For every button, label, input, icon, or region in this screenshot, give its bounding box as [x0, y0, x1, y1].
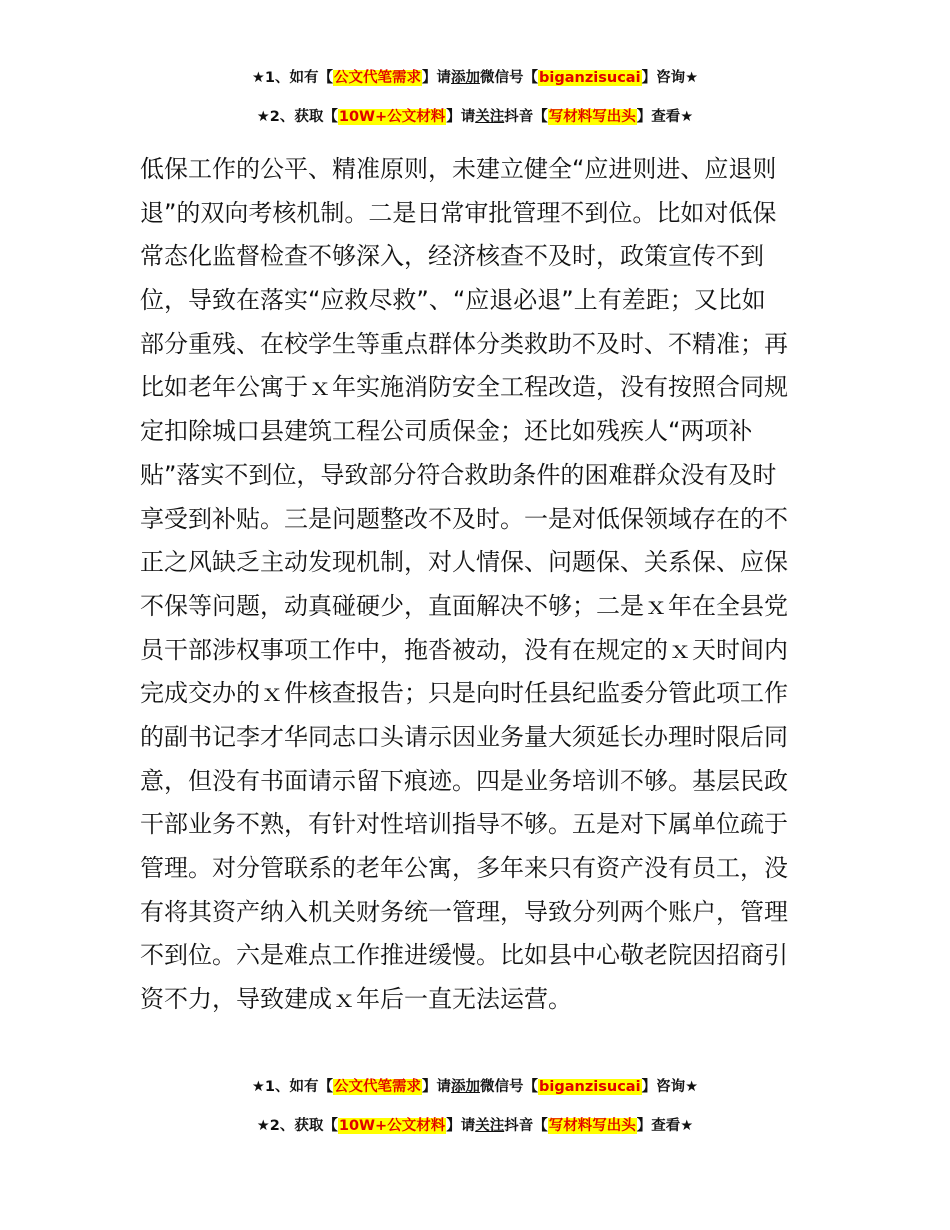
banner-prefix: ★2、获取【	[256, 109, 338, 125]
body-line: 有将其资产纳入机关财务统一管理，导致分列两个账户，管理	[140, 897, 788, 926]
body-line: 不保等问题，动真碰硬少，直面解决不够；二是ｘ年在全县党	[140, 591, 788, 620]
banner-text: 】请	[422, 1079, 452, 1095]
body-line: 不到位。六是难点工作推进缓慢。比如县中心敬老院因招商引	[140, 941, 788, 970]
bottom-banner-line-2	[0, 1115, 950, 1137]
body-line: 管理。对分管联系的老年公寓，多年来只有资产没有员工，没	[140, 854, 788, 882]
bottom-banner-line-1	[0, 1076, 950, 1098]
banner-highlight-douyin-account: 写材料写出头	[548, 1118, 636, 1134]
banner-text: 抖音【	[504, 1118, 548, 1134]
body-line: 定扣除城口县建筑工程公司质保金；还比如残疾人“两项补	[140, 417, 753, 446]
document-body	[140, 148, 820, 1022]
banner-suffix: 】咨询★	[641, 1079, 699, 1095]
body-line: 位，导致在落实“应救尽救”、“应退必退”上有差距；又比如	[140, 286, 766, 315]
banner-text: 抖音【	[504, 109, 548, 125]
banner-text: 微信号【	[480, 70, 539, 86]
banner-text: 】请	[446, 109, 476, 125]
banner-text: 微信号【	[480, 1079, 539, 1095]
body-line: 常态化监督检查不够深入，经济核查不及时，政策宣传不到	[140, 242, 764, 271]
body-line: 完成交办的ｘ件核查报告；只是向时任县纪监委分管此项工作	[140, 679, 788, 708]
body-line: 比如老年公寓于ｘ年实施消防安全工程改造，没有按照合同规	[140, 373, 788, 402]
banner-highlight-wechat-id: biganzisucai	[539, 1079, 641, 1095]
banner-text: 】请	[422, 70, 452, 86]
banner-highlight-materials: 10W+公文材料	[338, 109, 446, 125]
banner-highlight-service: 公文代笔需求	[334, 1079, 422, 1095]
banner-highlight-service: 公文代笔需求	[334, 70, 422, 86]
banner-highlight-wechat-id: biganzisucai	[539, 70, 641, 86]
banner-prefix: ★2、获取【	[256, 1118, 338, 1134]
banner-prefix: ★1、如有【	[251, 70, 334, 86]
body-line: 部分重残、在校学生等重点群体分类救助不及时、不精准；再	[140, 329, 788, 358]
body-line: 低保工作的公平、精准原则，未建立健全“应进则进、应退则	[140, 155, 777, 183]
banner-highlight-materials: 10W+公文材料	[338, 1118, 446, 1134]
body-line: 资不力，导致建成ｘ年后一直无法运营。	[140, 985, 572, 1014]
body-line: 意，但没有书面请示留下痕迹。四是业务培训不够。基层民政	[140, 766, 788, 795]
banner-suffix: 】查看★	[636, 1118, 694, 1134]
body-line: 退”的双向考核机制。二是日常审批管理不到位。比如对低保	[140, 198, 777, 227]
body-line: 正之风缺乏主动发现机制，对人情保、问题保、关系保、应保	[140, 548, 788, 577]
banner-underlined-action: 关注	[475, 1118, 505, 1134]
banner-underlined-action: 添加	[451, 1079, 481, 1095]
banner-text: 】请	[446, 1118, 476, 1134]
banner-suffix: 】咨询★	[641, 70, 699, 86]
body-line: 的副书记李才华同志口头请示因业务量大须延长办理时限后同	[140, 722, 788, 751]
top-banner-line-2	[0, 106, 950, 128]
banner-underlined-action: 添加	[451, 70, 481, 86]
body-line: 干部业务不熟，有针对性培训指导不够。五是对下属单位疏于	[140, 810, 788, 839]
top-banner-line-1	[0, 67, 950, 89]
banner-suffix: 】查看★	[636, 109, 694, 125]
banner-prefix: ★1、如有【	[251, 1079, 334, 1095]
body-line: 员干部涉权事项工作中，拖沓被动，没有在规定的ｘ天时间内	[140, 635, 788, 664]
body-line: 贴”落实不到位，导致部分符合救助条件的困难群众没有及时	[140, 460, 777, 489]
body-line: 享受到补贴。三是问题整改不及时。一是对低保领域存在的不	[140, 504, 788, 533]
banner-highlight-douyin-account: 写材料写出头	[548, 109, 636, 125]
banner-underlined-action: 关注	[475, 109, 505, 125]
